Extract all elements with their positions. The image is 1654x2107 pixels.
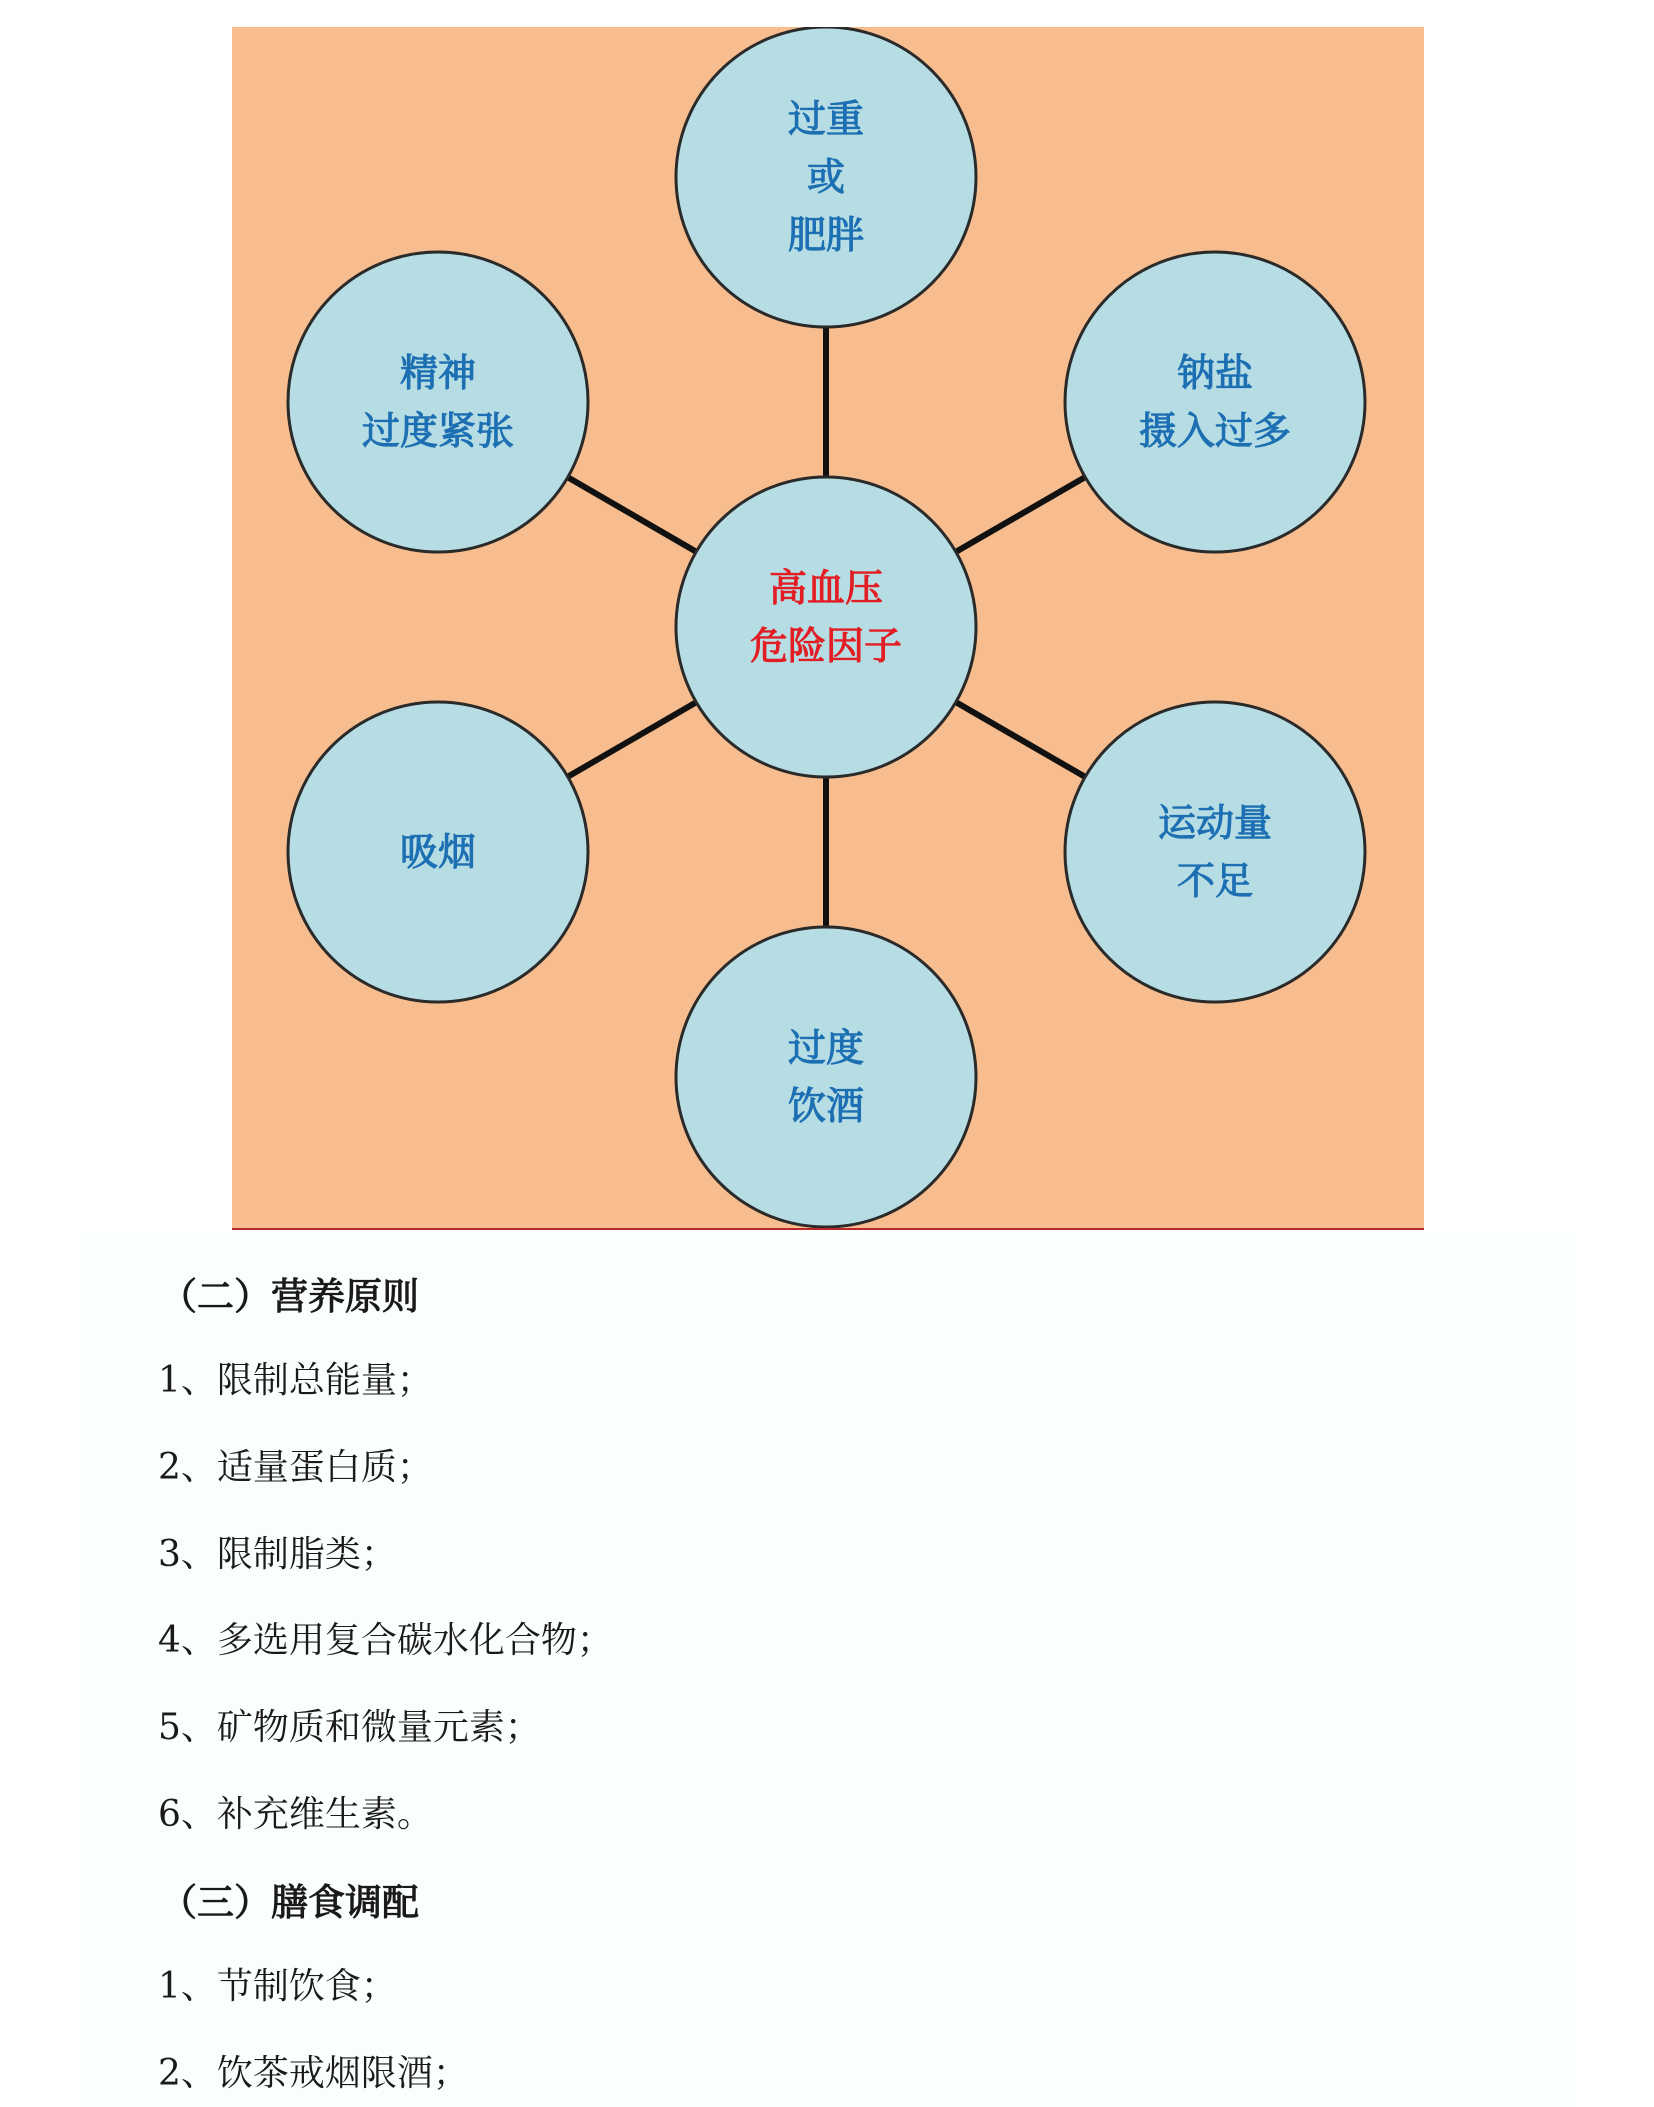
connector-smoking (566, 701, 698, 778)
node-alcohol-circle (676, 927, 976, 1227)
diet-item-2: 2、饮茶戒烟限酒； (158, 2053, 469, 2094)
text-panel (80, 1232, 1576, 2107)
node-exercise-label-line-2: 不足 (1176, 859, 1254, 903)
node-alcohol-label-line-1: 过度 (787, 1026, 865, 1070)
node-sodium (1065, 252, 1365, 552)
node-stress-label-line-2: 过度紧张 (361, 409, 515, 453)
node-alcohol (676, 927, 976, 1227)
node-smoking (288, 702, 588, 1002)
risk-factor-diagram-svg (232, 27, 1424, 1228)
center-node-label-line-1: 高血压 (768, 566, 884, 610)
node-obesity-label-line-1: 过重 (787, 97, 865, 141)
node-stress-label-line-1: 精神 (399, 351, 477, 395)
node-obesity (676, 27, 976, 327)
node-exercise-label-line-1: 运动量 (1157, 801, 1273, 845)
node-exercise-circle (1065, 702, 1365, 1002)
nutrition-item-4: 4、多选用复合碳水化合物； (158, 1620, 613, 1661)
node-exercise (1065, 702, 1365, 1002)
risk-factor-diagram (232, 27, 1424, 1230)
nutrition-item-3: 3、限制脂类； (158, 1534, 397, 1575)
node-stress-circle (288, 252, 588, 552)
node-sodium-label-line-2: 摄入过多 (1138, 409, 1292, 453)
node-alcohol-label-line-2: 饮酒 (787, 1084, 865, 1128)
node-obesity-label-line-2: 或 (806, 155, 846, 199)
node-sodium-circle (1065, 252, 1365, 552)
nutrition-item-5: 5、矿物质和微量元素； (158, 1707, 541, 1748)
center-node-label-line-2: 危险因子 (749, 624, 903, 668)
node-smoking-label-line-1: 吸烟 (399, 830, 477, 874)
nutrition-item-1: 1、限制总能量； (158, 1360, 433, 1401)
connector-sodium (954, 476, 1087, 553)
diet-item-1: 1、节制饮食； (158, 1966, 397, 2007)
nutrition-item-6: 6、补充维生素。 (158, 1794, 433, 1835)
diet-preparation-heading: （三）膳食调配 (160, 1881, 419, 1924)
node-sodium-label-line-1: 钠盐 (1176, 351, 1254, 395)
nutrition-principles-heading: （二）营养原则 (160, 1275, 419, 1318)
center-node (676, 477, 976, 777)
connector-stress (566, 476, 698, 553)
connector-exercise (954, 701, 1087, 778)
node-stress (288, 252, 588, 552)
nutrition-item-2: 2、适量蛋白质； (158, 1447, 433, 1488)
node-obesity-label-line-3: 肥胖 (787, 213, 865, 257)
